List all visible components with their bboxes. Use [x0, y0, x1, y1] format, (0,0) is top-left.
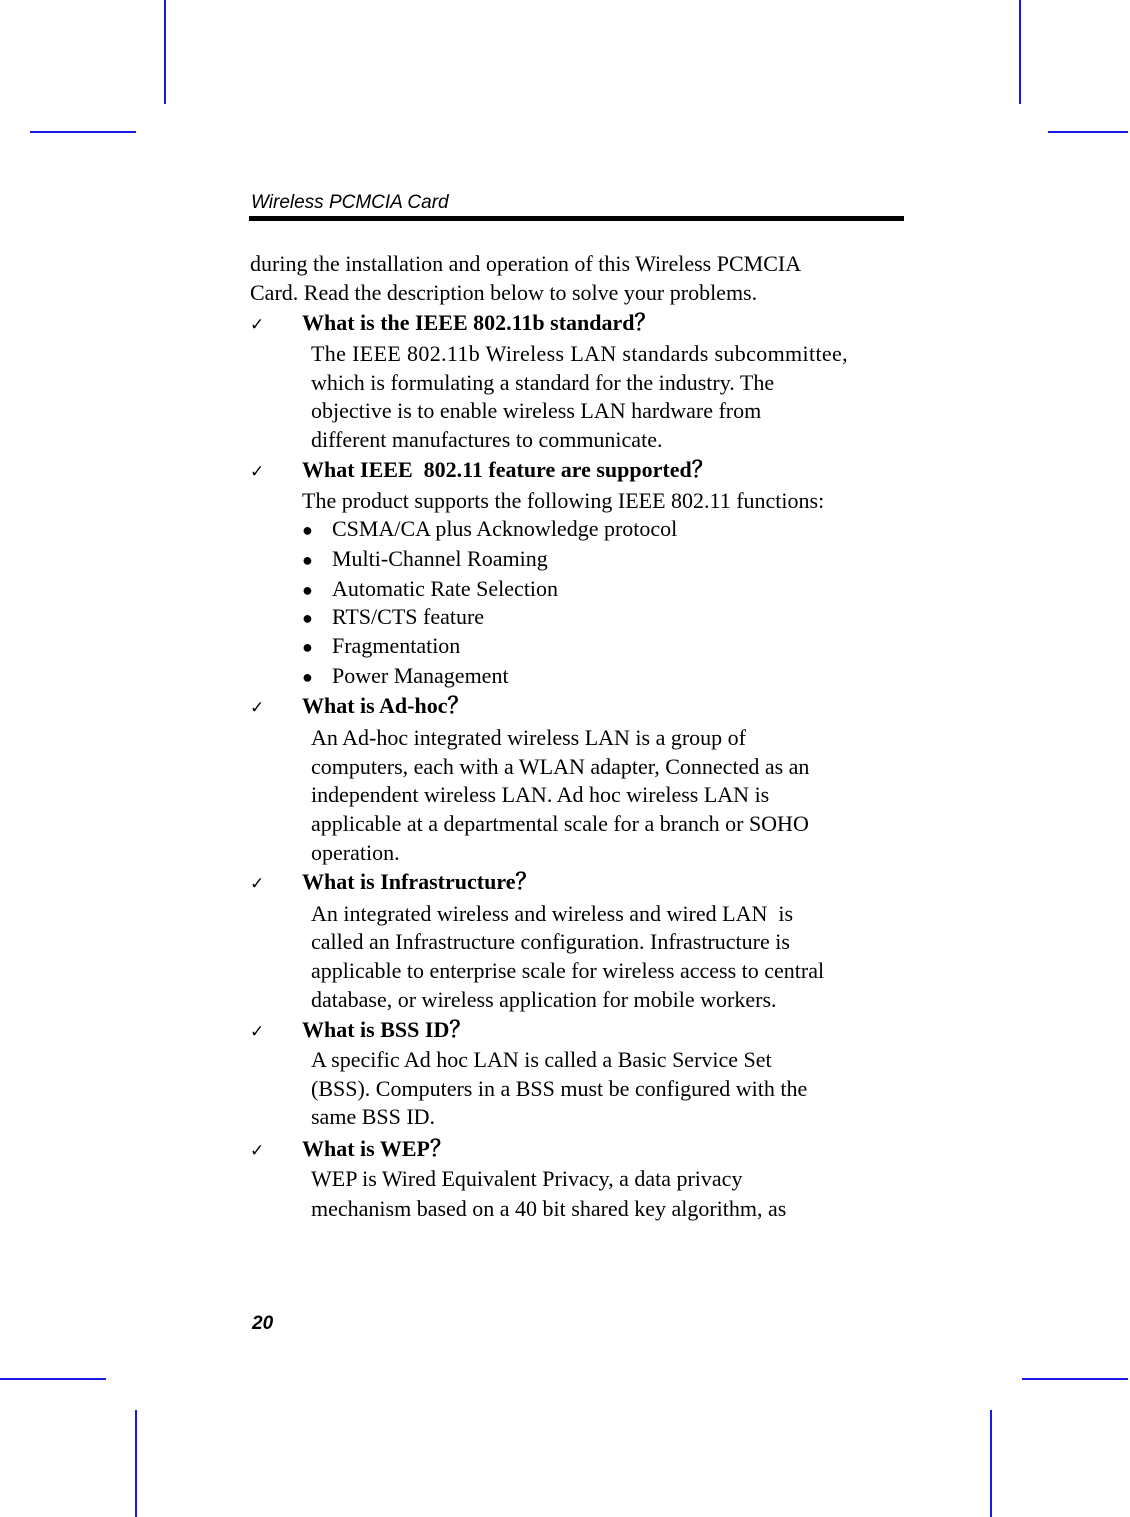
intro-line: Card. Read the description below to solve your problems. [250, 280, 758, 305]
faq-answer-line: different manufactures to communicate. [311, 427, 663, 452]
faq-answer-line: (BSS). Computers in a BSS must be configured with the [311, 1076, 808, 1101]
bullet-item [302, 575, 558, 604]
faq-question-text: What IEEE 802.11 feature are supported？ [302, 457, 714, 482]
bullet-dot-icon: ● [302, 580, 313, 600]
faq-answer-line: The IEEE 802.11b Wireless LAN standards subcommittee, [311, 341, 848, 366]
crop-mark-top-right-horizontal [1048, 131, 1128, 133]
faq-answer-line: An integrated wireless and wireless and wired LAN is [311, 901, 794, 926]
bullet-text: Power Management [332, 663, 509, 688]
faq-answer-line: independent wireless LAN. Ad hoc wireless LAN is [311, 782, 770, 807]
faq-question-text: What is Ad-hoc？ [302, 693, 470, 718]
faq-answer-line: applicable to enterprise scale for wireless access to central [311, 958, 825, 983]
faq-question-text: What is BSS ID？ [302, 1017, 472, 1042]
running-header: Wireless PCMCIA Card [251, 192, 449, 213]
bullet-dot-icon: ● [302, 608, 313, 628]
faq-answer-line: mechanism based on a 40 bit shared key algorithm, as [311, 1196, 787, 1221]
bullet-text: Automatic Rate Selection [332, 576, 559, 601]
faq-question [250, 692, 469, 722]
checkmark-icon: ✓ [250, 1022, 265, 1041]
faq-answer-line: The product supports the following IEEE 802.11 functions: [302, 488, 825, 513]
checkmark-icon: ✓ [250, 462, 265, 481]
bullet-item [302, 632, 460, 661]
faq-question [250, 1016, 471, 1046]
crop-mark-top-left-vertical [164, 0, 166, 104]
checkmark-icon: ✓ [250, 698, 265, 717]
crop-mark-bottom-right-horizontal [1022, 1378, 1128, 1380]
bullet-item [302, 515, 677, 544]
faq-answer-line: which is formulating a standard for the industry. The [311, 370, 775, 395]
bullet-text: RTS/CTS feature [332, 604, 485, 629]
bullet-text: CSMA/CA plus Acknowledge protocol [332, 516, 678, 541]
faq-answer-line: WEP is Wired Equivalent Privacy, a data privacy [311, 1166, 743, 1191]
bullet-dot-icon: ● [302, 550, 313, 570]
intro-line: during the installation and operation of this Wireless PCMCIA [250, 251, 802, 276]
faq-answer-line: applicable at a departmental scale for a branch or SOHO [311, 811, 809, 836]
bullet-dot-icon: ● [302, 667, 313, 687]
page-number: 20 [252, 1313, 274, 1334]
faq-question [250, 868, 537, 898]
faq-answer-line: objective is to enable wireless LAN hardware from [311, 398, 762, 423]
crop-mark-top-right-vertical [1019, 0, 1021, 104]
crop-mark-top-left-horizontal [30, 131, 136, 133]
bullet-dot-icon: ● [302, 520, 313, 540]
bullet-item [302, 662, 509, 691]
bullet-text: Multi-Channel Roaming [332, 546, 548, 571]
crop-mark-bottom-left-horizontal [0, 1378, 106, 1380]
crop-mark-bottom-right-vertical [990, 1410, 992, 1517]
faq-answer-line: database, or wireless application for mobile workers. [311, 987, 777, 1012]
header-rule [249, 216, 904, 221]
faq-answer-line: computers, each with a WLAN adapter, Connected as an [311, 754, 810, 779]
faq-answer-line: same BSS ID. [311, 1104, 436, 1129]
checkmark-icon: ✓ [250, 874, 265, 893]
crop-mark-bottom-left-vertical [135, 1410, 137, 1517]
faq-answer-line: An Ad-hoc integrated wireless LAN is a group of [311, 725, 747, 750]
faq-answer-line: A specific Ad hoc LAN is called a Basic Service Set [311, 1047, 772, 1072]
bullet-text: Fragmentation [332, 633, 461, 658]
faq-question-text: What is Infrastructure？ [302, 869, 538, 894]
bullet-item [302, 603, 484, 632]
bullet-dot-icon: ● [302, 637, 313, 657]
faq-answer-line: operation. [311, 840, 400, 865]
faq-question [250, 1135, 452, 1165]
checkmark-icon: ✓ [250, 315, 265, 334]
faq-question [250, 309, 657, 339]
bullet-item [302, 545, 548, 574]
faq-question-text: What is the IEEE 802.11b standard？ [302, 310, 657, 335]
faq-question-text: What is WEP？ [302, 1136, 452, 1161]
faq-answer-line: called an Infrastructure configuration. Infrastructure is [311, 929, 790, 954]
checkmark-icon: ✓ [250, 1141, 265, 1160]
faq-question [250, 456, 714, 486]
